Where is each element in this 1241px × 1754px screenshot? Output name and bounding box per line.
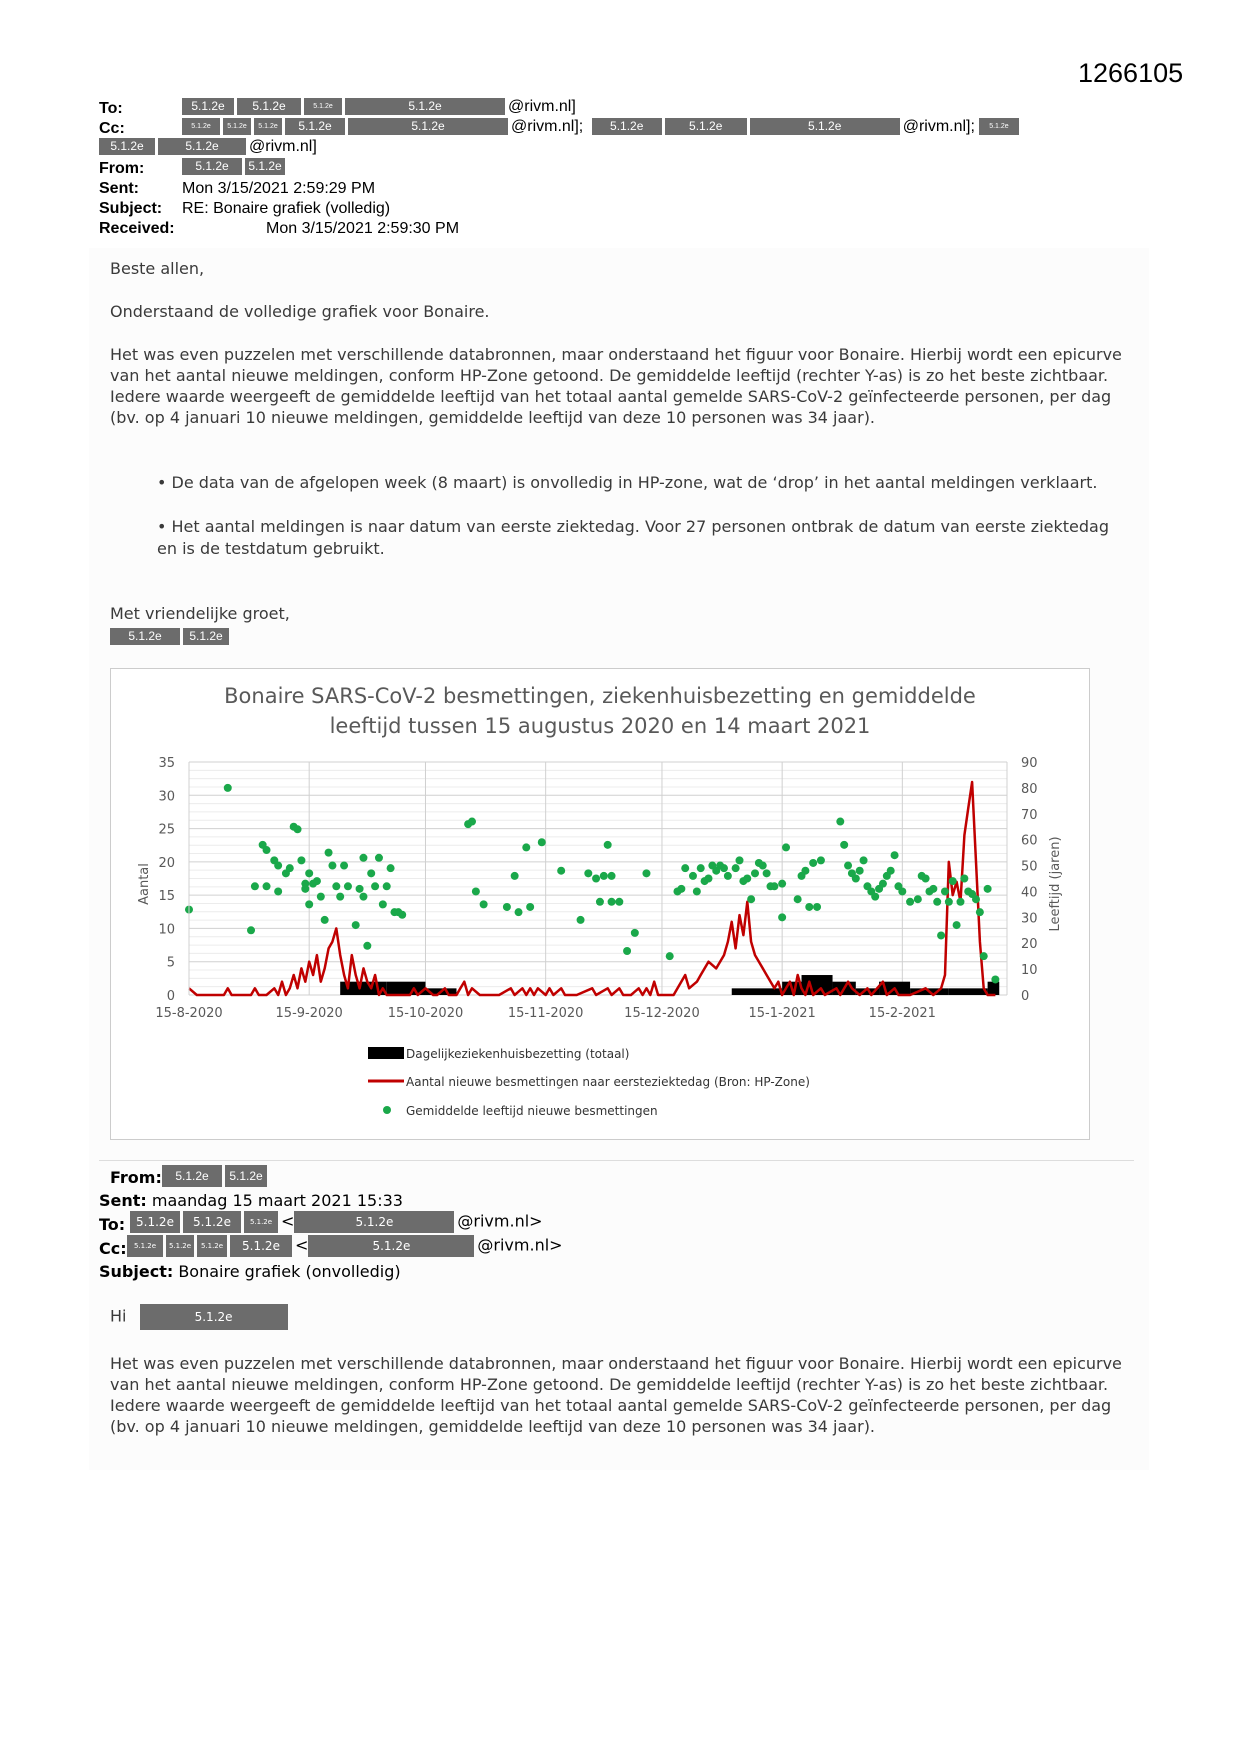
redaction: 5.1.2e: [294, 1211, 454, 1233]
mean-age-point: [759, 862, 767, 870]
mean-age-point: [956, 898, 964, 906]
sent-label: Sent:: [99, 180, 139, 197]
received-value: Mon 3/15/2021 2:59:30 PM: [266, 220, 460, 237]
mean-age-point: [794, 895, 802, 903]
redaction: 5.1.2e: [285, 118, 345, 135]
to-suffix: @rivm.nl]: [508, 98, 576, 115]
redaction: 5.1.2e: [127, 1235, 163, 1257]
mean-age-point: [945, 898, 953, 906]
mean-age-point: [642, 869, 650, 877]
document-number: 1266105: [1078, 58, 1184, 88]
mean-age-point: [991, 975, 999, 983]
greeting-2: [110, 1304, 1130, 1330]
mean-age-point: [681, 864, 689, 872]
mean-age-point: [336, 893, 344, 901]
mean-age-point: [371, 882, 379, 890]
mean-age-point: [933, 898, 941, 906]
mean-age-point: [367, 869, 375, 877]
redaction: 5.1.2e: [182, 98, 234, 115]
mean-age-point: [856, 867, 864, 875]
y-tick-label: 0: [166, 989, 175, 1004]
mean-age-point: [720, 864, 728, 872]
mean-age-point: [844, 862, 852, 870]
mean-age-point: [274, 887, 282, 895]
mean-age-point: [383, 882, 391, 890]
x-tick-label: 15-1-2021: [748, 1006, 816, 1021]
to-recipients-2: 5.1.2e 5.1.2e 5.1.2e < 5.1.2e @rivm.nl>: [130, 1211, 543, 1233]
mean-age-point: [263, 846, 271, 854]
redaction: 5.1.2e: [182, 158, 242, 175]
mean-age-point: [608, 898, 616, 906]
mean-age-point: [763, 869, 771, 877]
mean-age-point: [328, 862, 336, 870]
y-tick-label: 35: [158, 756, 175, 771]
x-tick-label: 15-2-2021: [868, 1006, 936, 1021]
chart-title-line2: leeftijd tussen 15 augustus 2020 en 14 maart 2021: [329, 714, 871, 738]
mean-age-point: [515, 908, 523, 916]
y2-tick-label: 60: [1021, 833, 1038, 849]
sent-value-2: maandag 15 maart 2021 15:33: [151, 1191, 403, 1210]
mean-age-point: [747, 895, 755, 903]
mean-age-point: [697, 864, 705, 872]
mean-age-point: [352, 921, 360, 929]
mean-age-point: [689, 872, 697, 880]
subject-label-2: Subject:: [99, 1262, 174, 1281]
mean-age-point: [817, 856, 825, 864]
received-label: Received:: [99, 220, 175, 237]
chart-svg: [111, 669, 1089, 1139]
sent-value: Mon 3/15/2021 2:59:29 PM: [182, 180, 376, 197]
mean-age-point: [949, 877, 957, 885]
mean-age-point: [286, 864, 294, 872]
mean-age-point: [301, 885, 309, 893]
mean-age-point: [778, 880, 786, 888]
redaction: 5.1.2e: [162, 1165, 222, 1187]
redaction: 5.1.2e: [183, 1211, 241, 1233]
mean-age-point: [615, 898, 623, 906]
sent-label-2: Sent:: [99, 1191, 147, 1210]
mean-age-point: [922, 875, 930, 883]
from-sender-2: [162, 1165, 270, 1187]
y2-tick-label: 0: [1021, 989, 1030, 1004]
y2-tick-label: 10: [1021, 963, 1038, 979]
mean-age-point: [379, 900, 387, 908]
from-label: From:: [99, 160, 145, 177]
y-tick-label: 30: [158, 789, 175, 805]
mean-age-point: [980, 952, 988, 960]
mean-age-point: [813, 903, 821, 911]
mean-age-point: [363, 942, 371, 950]
mean-age-point: [976, 908, 984, 916]
mean-age-point: [941, 887, 949, 895]
cc-recipients-2: 5.1.2e 5.1.2e 5.1.2e 5.1.2e < 5.1.2e @rivm.nl>: [127, 1235, 563, 1257]
new-cases-line: [189, 782, 995, 995]
legend-age-swatch: [383, 1106, 391, 1114]
x-tick-label: 15-9-2020: [275, 1006, 343, 1021]
mean-age-point: [294, 825, 302, 833]
x-tick-label: 15-8-2020: [155, 1006, 223, 1021]
cc-label: Cc:: [99, 120, 125, 137]
to-suffix-2: @rivm.nl>: [457, 1211, 543, 1231]
cc-recipients-line2: [99, 138, 317, 156]
x-tick-label: 15-10-2020: [387, 1006, 464, 1021]
to-recipients: [182, 98, 576, 116]
mean-age-point: [782, 843, 790, 851]
mean-age-point: [906, 898, 914, 906]
redaction: 5.1.2e: [166, 1235, 194, 1257]
hospital-occupancy-bar: [988, 982, 1000, 995]
mean-age-point: [972, 895, 980, 903]
y2-tick-label: 50: [1021, 859, 1038, 875]
cc-suffix-1: @rivm.nl];: [511, 118, 584, 135]
mean-age-point: [898, 887, 906, 895]
redaction: 5.1.2e: [245, 158, 285, 175]
y-tick-label: 15: [158, 889, 175, 905]
mean-age-point: [623, 947, 631, 955]
mean-age-point: [359, 854, 367, 862]
redaction: 5.1.2e: [99, 138, 155, 155]
legend-cases-label: Aantal nieuwe besmettingen naar eersteziektedag (Bron: HP-Zone): [406, 1075, 810, 1089]
legend-hospital-swatch: [368, 1047, 404, 1059]
mean-age-point: [801, 867, 809, 875]
redaction: 5.1.2e: [345, 98, 505, 115]
mean-age-point: [860, 856, 868, 864]
mean-age-point: [852, 875, 860, 883]
redaction: 5.1.2e: [197, 1235, 227, 1257]
redaction: 5.1.2e: [158, 138, 246, 155]
mean-age-point: [666, 952, 674, 960]
legend-age-label: Gemiddelde leeftijd nieuwe besmettingen: [406, 1104, 658, 1118]
bullet-item: • Het aantal meldingen is naar datum van eerste ziektedag. Voor 27 personen ontbrak de datum van eerste ziektedag en is de testdatum gebruikt.: [157, 517, 1109, 558]
y-tick-label: 10: [158, 922, 175, 938]
mean-age-point: [778, 913, 786, 921]
mean-age-point: [608, 872, 616, 880]
mean-age-point: [251, 882, 259, 890]
mean-age-point: [503, 903, 511, 911]
mean-age-point: [724, 872, 732, 880]
signature: [110, 628, 232, 646]
mean-age-point: [305, 900, 313, 908]
mean-age-point: [375, 854, 383, 862]
mean-age-point: [526, 903, 534, 911]
y-tick-label: 5: [166, 955, 175, 971]
mean-age-point: [472, 887, 480, 895]
y2-tick-label: 30: [1021, 911, 1038, 927]
mean-age-point: [984, 885, 992, 893]
mean-age-point: [805, 903, 813, 911]
intro-text: Onderstaand de volledige grafiek voor Bonaire.: [110, 302, 490, 321]
mean-age-point: [732, 864, 740, 872]
y-tick-label: 20: [158, 855, 175, 871]
mean-age-point: [736, 856, 744, 864]
cc-label-2: Cc:: [99, 1239, 127, 1258]
x-tick-label: 15-11-2020: [507, 1006, 584, 1021]
redaction: 5.1.2e: [750, 118, 900, 135]
cc-suffix-2b: @rivm.nl>: [477, 1235, 563, 1255]
y2-tick-label: 90: [1021, 756, 1038, 771]
mean-age-point: [836, 818, 844, 826]
mean-age-point: [693, 887, 701, 895]
redaction: 5.1.2e: [665, 118, 747, 135]
greeting-2-text: Hi: [110, 1306, 127, 1326]
redaction: 5.1.2e: [223, 118, 251, 135]
subject-value-2: Bonaire grafiek (onvolledig): [178, 1262, 401, 1281]
mean-age-point: [511, 872, 519, 880]
mean-age-point: [770, 882, 778, 890]
redaction: 5.1.2e: [304, 98, 342, 115]
mean-age-point: [356, 885, 364, 893]
mean-age-point: [359, 893, 367, 901]
redaction: 5.1.2e: [244, 1211, 278, 1233]
mean-age-point: [584, 869, 592, 877]
mean-age-point: [891, 851, 899, 859]
mean-age-point: [398, 911, 406, 919]
mean-age-point: [340, 862, 348, 870]
mean-age-point: [317, 893, 325, 901]
greeting: Beste allen,: [110, 259, 205, 278]
mean-age-point: [263, 882, 271, 890]
y2-tick-label: 40: [1021, 885, 1038, 901]
redaction: 5.1.2e: [110, 628, 180, 645]
redaction: 5.1.2e: [183, 628, 229, 645]
explanation-paragraph-2: Het was even puzzelen met verschillende databronnen, maar onderstaand het figuur voor Bonaire. Hierbij wordt een epicurve van het aantal nieuwe meldingen, conform HP-Zone getoond. De gemiddelde leeftijd (rechter Y-as) is zo het beste zichtbaar. Iedere waarde weergeeft de gemiddelde leeftijd van het totaal aantal gemelde SARS-CoV-2 geïnfecteerde personen, per dag (bv. op 4 januari 10 nieuwe meldingen, gemiddelde leeftijd van deze 10 personen was 34 jaar).: [110, 1354, 1122, 1436]
redaction: 5.1.2e: [225, 1165, 267, 1187]
subject-line-2: [99, 1262, 401, 1281]
mean-age-point: [538, 838, 546, 846]
sent-line-2: [99, 1191, 403, 1210]
cc-suffix-2: @rivm.nl];: [902, 118, 975, 135]
redaction: 5.1.2e: [182, 118, 220, 135]
to-label-2: To:: [99, 1215, 126, 1234]
mean-age-point: [344, 882, 352, 890]
subject-value: RE: Bonaire grafiek (volledig): [182, 200, 391, 217]
mean-age-point: [604, 841, 612, 849]
mean-age-point: [557, 867, 565, 875]
separator: [99, 1160, 1134, 1161]
redaction: 5.1.2e: [140, 1304, 288, 1330]
mean-age-point: [596, 898, 604, 906]
mean-age-point: [631, 929, 639, 937]
mean-age-point: [743, 875, 751, 883]
from-label-2: From:: [110, 1168, 162, 1187]
x-tick-label: 15-12-2020: [624, 1006, 700, 1021]
mean-age-point: [751, 869, 759, 877]
mean-age-point: [592, 875, 600, 883]
bullet-item: • De data van de afgelopen week (8 maart) is onvolledig in HP-zone, wat de ‘drop’ in het aantal meldingen verklaart.: [157, 473, 1098, 492]
mean-age-point: [305, 869, 313, 877]
mean-age-point: [387, 864, 395, 872]
mean-age-point: [325, 849, 333, 857]
mean-age-point: [809, 859, 817, 867]
mean-age-point: [960, 875, 968, 883]
redaction: 5.1.2e: [254, 118, 282, 135]
mean-age-point: [600, 872, 608, 880]
mean-age-point: [274, 862, 282, 870]
y2-tick-label: 70: [1021, 807, 1038, 823]
redaction: 5.1.2e: [592, 118, 662, 135]
mean-age-point: [929, 885, 937, 893]
mean-age-point: [677, 885, 685, 893]
subject-label: Subject:: [99, 200, 163, 217]
mean-age-point: [871, 893, 879, 901]
mean-age-point: [297, 856, 305, 864]
mean-age-point: [468, 818, 476, 826]
mean-age-point: [224, 784, 232, 792]
chart-container: [110, 668, 1090, 1140]
redaction: 5.1.2e: [348, 118, 508, 135]
redaction: 5.1.2e: [230, 1235, 292, 1257]
mean-age-point: [840, 841, 848, 849]
mean-age-point: [937, 931, 945, 939]
to-label: To:: [99, 100, 123, 117]
explanation-paragraph: Het was even puzzelen met verschillende databronnen, maar onderstaand het figuur voor Bonaire. Hierbij wordt een epicurve van het aantal nieuwe meldingen, conform HP-Zone getoond. De gemiddelde leeftijd (rechter Y-as) is zo het beste zichtbaar. Iedere waarde weergeeft de gemiddelde leeftijd van het totaal aantal gemelde SARS-CoV-2 geïnfecteerde personen, per dag (bv. op 4 januari 10 nieuwe meldingen, gemiddelde leeftijd van deze 10 personen was 34 jaar).: [110, 345, 1122, 427]
redaction: 5.1.2e: [130, 1211, 180, 1233]
mean-age-point: [577, 916, 585, 924]
mean-age-point: [704, 875, 712, 883]
closing: Met vriendelijke groet,: [110, 604, 290, 623]
mean-age-point: [953, 921, 961, 929]
redaction: 5.1.2e: [237, 98, 301, 115]
redaction: 5.1.2e: [979, 118, 1019, 135]
y-tick-label: 25: [158, 822, 175, 838]
mean-age-point: [321, 916, 329, 924]
cc-suffix-3: @rivm.nl]: [249, 138, 317, 155]
chart-title-line1: Bonaire SARS-CoV-2 besmettingen, ziekenhuisbezetting en gemiddelde: [224, 684, 976, 708]
mean-age-point: [480, 900, 488, 908]
y2-tick-label: 20: [1021, 937, 1038, 953]
hospital-occupancy-bar: [949, 988, 988, 995]
from-sender: [182, 158, 288, 176]
mean-age-point: [247, 926, 255, 934]
y-axis-label: Aantal: [137, 863, 152, 905]
redaction: 5.1.2e: [308, 1235, 474, 1257]
y2-axis-label: Leeftijd (jaren): [1048, 836, 1063, 932]
mean-age-point: [313, 877, 321, 885]
mean-age-point: [887, 867, 895, 875]
mean-age-point: [332, 882, 340, 890]
mean-age-point: [879, 880, 887, 888]
mean-age-point: [914, 895, 922, 903]
y2-tick-label: 80: [1021, 781, 1038, 797]
legend-hospital-label: Dagelijkeziekenhuisbezetting (totaal): [406, 1047, 630, 1061]
cc-recipients-line1: [182, 118, 1022, 136]
mean-age-point: [522, 843, 530, 851]
